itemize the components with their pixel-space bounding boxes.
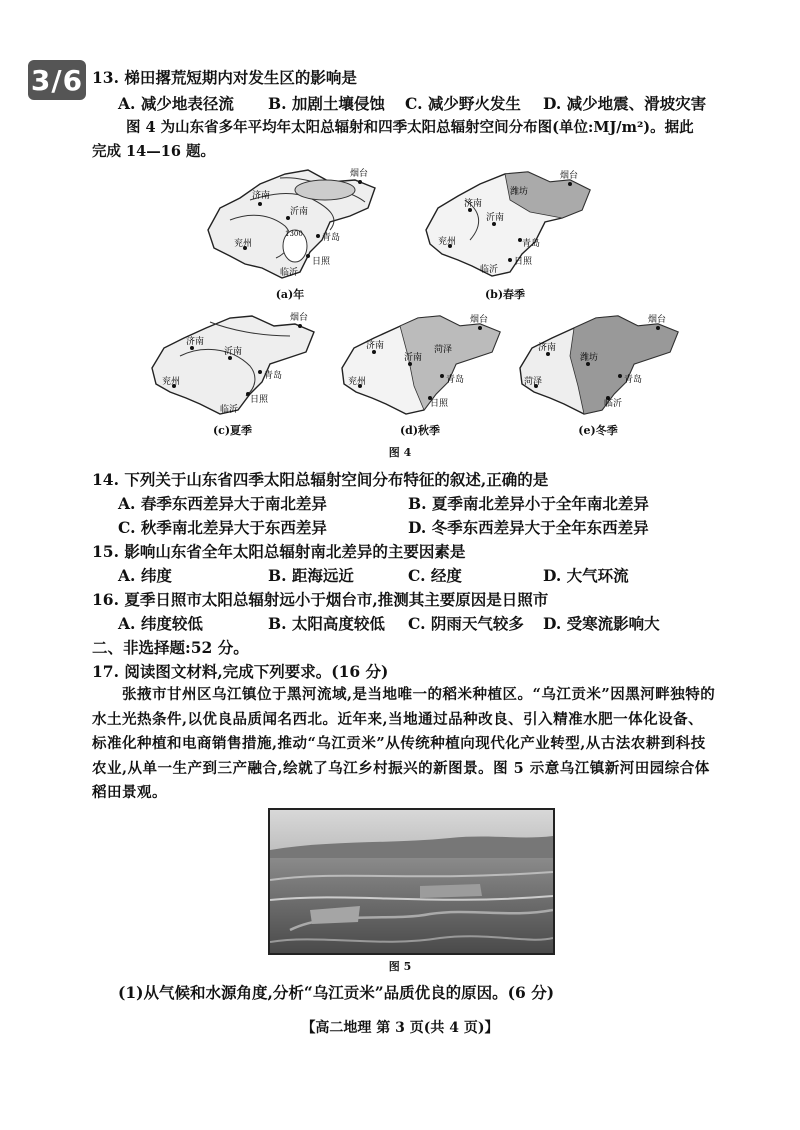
q17-sub1: (1)从气候和水源角度,分析“乌江贡米”品质优良的原因。(6 分) (118, 983, 555, 1002)
map-label-yantai: 烟台 (648, 315, 667, 325)
map-label-yanzhou: 兖州 (234, 239, 253, 249)
map-label-rizhao: 日照 (312, 257, 331, 267)
map-label-jinan: 济南 (366, 341, 385, 351)
map-label-heze: 菏泽 (524, 377, 543, 387)
q16-option-b: B. 太阳高度较低 (268, 614, 385, 633)
map-label-yinan: 沂南 (224, 347, 243, 357)
q13-option-c: C. 减少野火发生 (405, 94, 521, 113)
map-label-jinan: 济南 (252, 191, 271, 201)
map-label-yantai: 烟台 (470, 315, 489, 325)
q15-option-c: C. 经度 (408, 566, 462, 585)
map-label-heze: 菏泽 (434, 345, 453, 355)
map-label-linyi: 临沂 (604, 399, 623, 409)
map-label-yantai: 烟台 (290, 313, 309, 323)
q14-option-b: B. 夏季南北差异小于全年南北差异 (408, 494, 649, 513)
q13-option-d: D. 减少地震、滑坡灾害 (543, 94, 707, 113)
page-footer: 【高二地理 第 3 页(共 4 页)】 (301, 1020, 499, 1036)
q14-option-a: A. 春季东西差异大于南北差异 (118, 494, 327, 513)
map-winter-caption: (e)冬季 (578, 424, 618, 437)
map-label-jinan: 济南 (464, 199, 483, 209)
map-label-yinan: 沂南 (290, 207, 309, 217)
map-label-yanzhou: 兖州 (438, 237, 457, 247)
map-label-qingdao: 青岛 (322, 233, 341, 243)
section-2-heading: 二、非选择题:52 分。 (92, 638, 249, 657)
map-label-weifang: 潍坊 (580, 353, 599, 363)
map-label-weifang: 潍坊 (510, 187, 529, 197)
figure4-intro-line2: 完成 14—16 题。 (92, 143, 215, 160)
q17-stem: 17. 阅读图文材料,完成下列要求。(16 分) (92, 662, 389, 681)
q13-option-a: A. 减少地表径流 (118, 94, 234, 113)
map-winter (508, 306, 688, 437)
map-label-yinan: 沂南 (404, 353, 423, 363)
q16-stem: 16. 夏季日照市太阳总辐射远小于烟台市,推测其主要原因是日照市 (92, 590, 549, 609)
map-label-qingdao: 青岛 (624, 375, 643, 385)
q16-option-d: D. 受寒流影响大 (543, 614, 660, 633)
map-spring (410, 160, 600, 301)
map-label-yantai: 烟台 (350, 169, 369, 179)
map-label-linyi: 临沂 (220, 405, 239, 415)
figure5-title: 图 5 (388, 960, 412, 973)
map-label-yanzhou: 兖州 (162, 377, 181, 387)
map-label-linyi: 临沂 (280, 268, 299, 278)
map-label-jinan: 济南 (186, 337, 205, 347)
map-label-qingdao: 青岛 (522, 239, 541, 249)
map-label-yinan: 沂南 (486, 213, 505, 223)
q13-stem: 13. 梯田撂荒短期内对发生区的影响是 (92, 68, 357, 87)
figure4-intro-line1: 图 4 为山东省多年平均年太阳总辐射和四季太阳总辐射空间分布图(单位:MJ/m²)。据此 (126, 119, 694, 136)
map-label-rizhao: 日照 (514, 257, 533, 267)
q17-material: 张掖市甘州区乌江镇位于黑河流域,是当地唯一的稻米种植区。“乌江贡米”因黑河畔独特的水土光热条件,以优良品质闻名西北。近年来,当地通过品种改良、引入精准水肥一体化设备、标准化种植和电商销售措施,推动“乌江贡米”从传统种植向现代化产业转型,从古法农耕到科技农业,从单一生产到三产融合,绘就了乌江乡村振兴的新图景。图 5 示意乌江镇新河田园综合体稻田景观。 (92, 686, 716, 801)
map-label-qingdao: 青岛 (446, 375, 465, 385)
q13-option-b: B. 加剧土壤侵蚀 (268, 94, 385, 113)
q15-option-d: D. 大气环流 (543, 566, 629, 585)
q14-option-c: C. 秋季南北差异大于东西差异 (118, 518, 327, 537)
map-contour-label: 1300 (285, 230, 303, 238)
map-label-linyi: 临沂 (480, 265, 499, 275)
q15-option-a: A. 纬度 (118, 566, 172, 585)
figure4-title: 图 4 (388, 446, 412, 459)
q16-option-a: A. 纬度较低 (118, 614, 203, 633)
map-summer-caption: (c)夏季 (212, 424, 253, 437)
map-autumn (330, 306, 510, 437)
map-label-qingdao: 青岛 (264, 371, 283, 381)
figure5-rice-field-photo (268, 808, 555, 955)
map-label-rizhao: 日照 (430, 399, 449, 409)
map-label-rizhao: 日照 (250, 395, 269, 405)
q14-option-d: D. 冬季东西差异大于全年东西差异 (408, 518, 649, 537)
map-label-yantai: 烟台 (560, 171, 579, 181)
map-label-yanzhou: 兖州 (348, 377, 367, 387)
map-annual (190, 160, 390, 301)
map-spring-caption: (b)春季 (484, 288, 526, 301)
q15-option-b: B. 距海远近 (268, 566, 354, 585)
q15-stem: 15. 影响山东省全年太阳总辐射南北差异的主要因素是 (92, 542, 466, 561)
map-label-jinan: 济南 (538, 343, 557, 353)
page-counter-badge: 3/6 (28, 60, 86, 100)
map-summer (140, 306, 325, 437)
q16-option-c: C. 阴雨天气较多 (408, 614, 524, 633)
map-autumn-caption: (d)秋季 (399, 424, 441, 437)
map-annual-caption: (a)年 (275, 288, 305, 301)
q14-stem: 14. 下列关于山东省四季太阳总辐射空间分布特征的叙述,正确的是 (92, 470, 549, 489)
